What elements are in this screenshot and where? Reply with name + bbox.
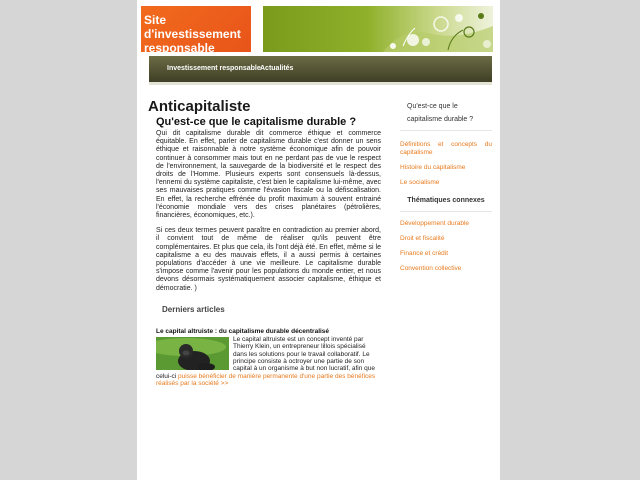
site-logo[interactable]: [141, 6, 251, 55]
gorilla-photo[interactable]: [156, 337, 229, 370]
section-title: Qu'est-ce que le capitalisme durable ?: [156, 116, 357, 128]
sidebar-heading-capitalisme: Qu'est-ce que le capitalisme durable ?: [407, 103, 474, 123]
read-more-link[interactable]: puisse bénéficier de manière permanente d'une partie des bénéfices réalisés par la société >>: [156, 372, 376, 388]
sidebar-link-definitions[interactable]: Définitions et concepts du capitalisme: [400, 141, 492, 156]
site-title[interactable]: Site d'investissement responsable: [144, 13, 241, 55]
nature-illustration: [263, 6, 493, 52]
main-navigation: [149, 56, 492, 82]
sidebar-link-finance[interactable]: Finance et crédit: [400, 250, 449, 257]
sidebar-divider: [400, 130, 492, 131]
sidebar: [400, 100, 492, 280]
article-title[interactable]: Le capital altruiste : du capitalisme durable décentralisé: [156, 327, 330, 335]
nav-item-investissement[interactable]: Investissement responsable: [167, 65, 261, 72]
nav-divider: [149, 82, 492, 85]
intro-paragraph: Qui dit capitalisme durable dit commerce éthique et commerce équitable. En effet, parler de capitalisme durable c'est donner un sens éthique et raisonnable à notre système économique afin de pouvoir continuer à consommer mais tout en ne perdant pas de vue le respect de l'environnement, la sauvegarde de la biodiversité et le respect des droits de l'Homme. Plusieurs experts sont consensuels là-dessus, l'ennemi du système capitaliste, c'est bien le capitalisme lui-même, avec ses mauvaises pratiques comme l'évasion fiscale ou la défiscalisation. En effet, la recherche effrénée du profit maximum à souvent entrainé l'économie mondiale vers des crises planétaires (pétrolières, financières, économiques, etc.).: [156, 130, 381, 220]
sidebar-heading-thematiques: Thématiques connexes: [407, 197, 485, 204]
sidebar-link-socialisme[interactable]: Le socialisme: [400, 179, 440, 186]
sidebar-divider: [400, 211, 492, 212]
main-content: [148, 98, 384, 388]
sidebar-link-droit[interactable]: Droit et fiscalité: [400, 235, 445, 242]
article-text: Le capital altruiste est un concept inventé par Thierry Klein, un entrepreneur lillois spécialisé dans les solutions pour le travail collaboratif. Le principe consiste à octroyer une partie de son capital à un organisme à but non lucratif, afin que celui-ci: [156, 335, 376, 380]
gorilla-image: [156, 337, 229, 370]
latest-articles-heading: Derniers articles: [162, 304, 225, 314]
sidebar-link-histoire[interactable]: Histoire du capitalisme: [400, 164, 466, 171]
second-paragraph: Si ces deux termes peuvent paraître en contradiction au premier abord, il convient tout de même de réaliser qu'ils peuvent être complémentaires. Et plus que cela, ils l'ont déjà été. En effet, même si le capitalisme a eu des mauvais effets, il a aussi permis à certaines populations d'accéder à une vie meilleure. Le capitalisme durable s'impose comme l'avenir pour les populations du monde entier, et nous devons désormais systématiquement associer capitalisme, éthique et démocratie. ): [156, 227, 381, 292]
sidebar-link-convention[interactable]: Convention collective: [400, 265, 462, 272]
sidebar-link-developpement[interactable]: Développement durable: [400, 220, 470, 227]
article-excerpt: [156, 336, 381, 388]
nav-item-actualites[interactable]: Actualités: [260, 65, 294, 72]
header-banner: [263, 6, 493, 52]
page-title: Anticapitaliste: [148, 98, 251, 115]
